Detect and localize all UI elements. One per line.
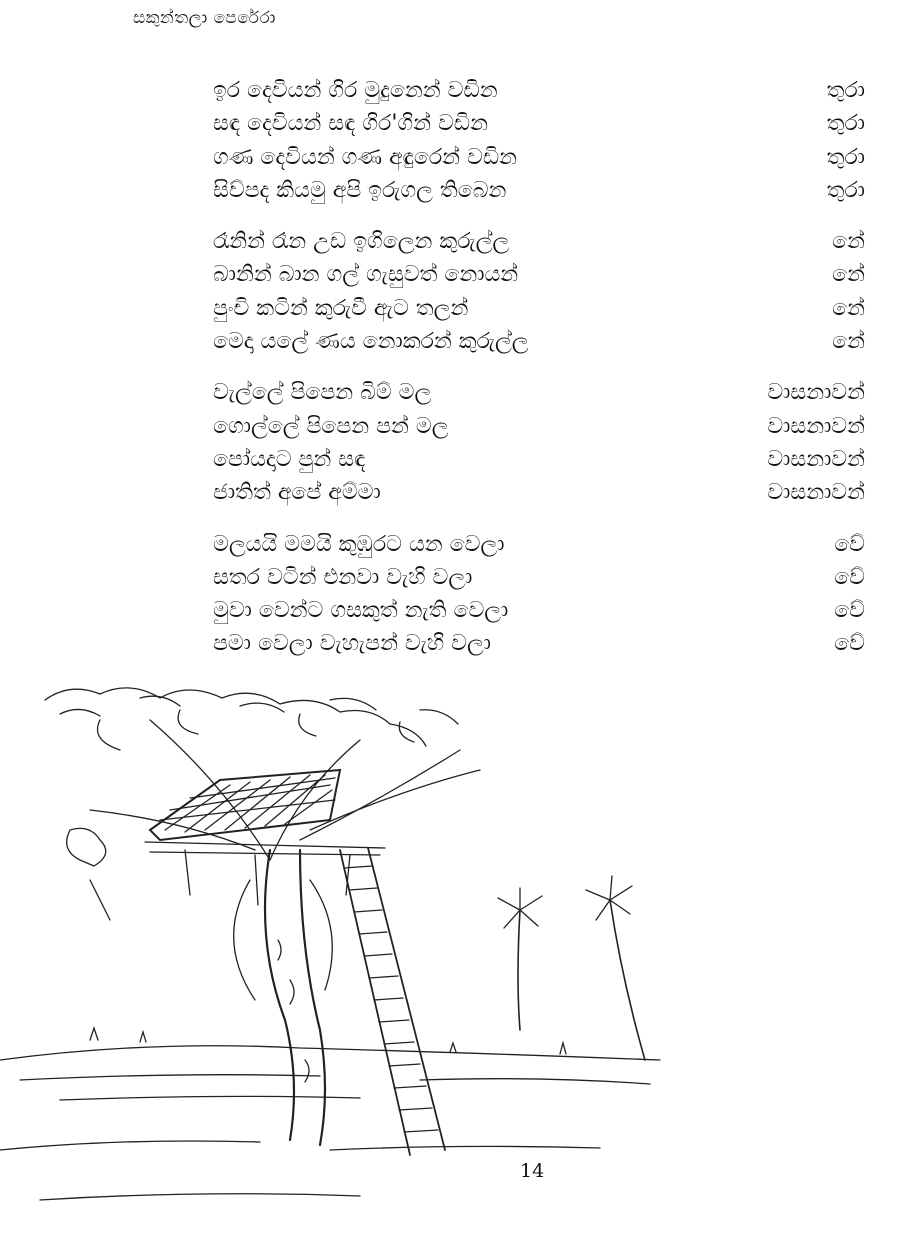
- stanza-2: [213, 225, 865, 358]
- stanza-4: [213, 528, 865, 661]
- line-text: සතර වටින් එනවා වැහි වලා: [213, 564, 473, 590]
- author-header: සකුන්තලා පෙරේරා: [133, 8, 276, 28]
- poem-line: [213, 476, 865, 509]
- line-refrain: නේ: [832, 262, 865, 288]
- line-text: ඉර දෙවියන් ගිර මුදුනෙන් වඩින: [213, 78, 498, 103]
- stanza-1: [213, 74, 865, 207]
- line-text: සඳ දෙවියන් සඳ ගිර'ගින් වඩින: [213, 111, 488, 137]
- line-text: සිව්පද කියමු අපි ඉරුගල තිබෙන: [213, 177, 507, 203]
- line-refrain: වාසනාවන්: [767, 480, 865, 506]
- poem-line: [213, 443, 865, 476]
- line-text: මෙදා යලේ ණය නොකරන් කුරුල්ල: [213, 329, 529, 355]
- poem-line: [213, 325, 865, 358]
- poem-line: [213, 225, 865, 258]
- line-refrain: නේ: [832, 229, 865, 255]
- line-text: පමා වෙලා වැහැපන් වැහි වලා: [213, 631, 492, 657]
- poem-line: [213, 594, 865, 627]
- line-text: රෑනින් රෑන උඩ ඉගිලෙන කුරුල්ල: [213, 229, 510, 255]
- stanza-3: [213, 376, 865, 509]
- poem-line: [213, 292, 865, 325]
- line-refrain: වාසනාවන්: [767, 413, 865, 439]
- poem-line: [213, 74, 865, 107]
- page-number: 14: [520, 1160, 545, 1182]
- poem-line: [213, 174, 865, 207]
- poem: [213, 74, 865, 679]
- line-text: වැල්ලේ පිපෙන බිම් මල: [213, 380, 432, 406]
- line-text: ජාතිත් අපේ අම්මා: [213, 480, 381, 506]
- line-refrain: තුරා: [826, 111, 865, 137]
- poem-line: [213, 627, 865, 660]
- line-refrain: නේ: [832, 295, 865, 321]
- line-refrain: වේ: [834, 531, 865, 557]
- line-text: ගොල්ලේ පිපෙන පන් මල: [213, 413, 449, 439]
- treehouse-sketch: [0, 680, 670, 1250]
- poem-line: [213, 258, 865, 291]
- poem-line: [213, 561, 865, 594]
- line-refrain: වාසනාවන්: [767, 380, 865, 406]
- line-text: පුංචි කටින් කුරුවී ඇට තලන්: [213, 295, 469, 321]
- poem-line: [213, 528, 865, 561]
- line-text: පෝයදාට පුන් සඳ: [213, 446, 366, 472]
- line-refrain: තුරා: [826, 78, 865, 103]
- line-text: මලයයි මමයි කුඹුරට යන වෙලා: [213, 531, 505, 557]
- poem-line: [213, 141, 865, 174]
- line-refrain: තුරා: [826, 144, 865, 170]
- line-refrain: වේ: [834, 564, 865, 590]
- line-text: මුවා වෙන්ට ගසකුත් නැති වෙලා: [213, 598, 509, 624]
- line-refrain: වේ: [834, 631, 865, 657]
- poem-line: [213, 376, 865, 409]
- line-refrain: තුරා: [826, 177, 865, 203]
- line-refrain: වේ: [834, 598, 865, 624]
- line-refrain: වාසනාවන්: [767, 446, 865, 472]
- line-refrain: නේ: [832, 329, 865, 355]
- line-text: බානින් බාන ගල් ගැසුවත් නොයන්: [213, 262, 519, 288]
- poem-line: [213, 410, 865, 443]
- line-text: ගණ දෙවියන් ගණ අඳුරෙන් වඩින: [213, 144, 517, 170]
- poem-line: [213, 107, 865, 140]
